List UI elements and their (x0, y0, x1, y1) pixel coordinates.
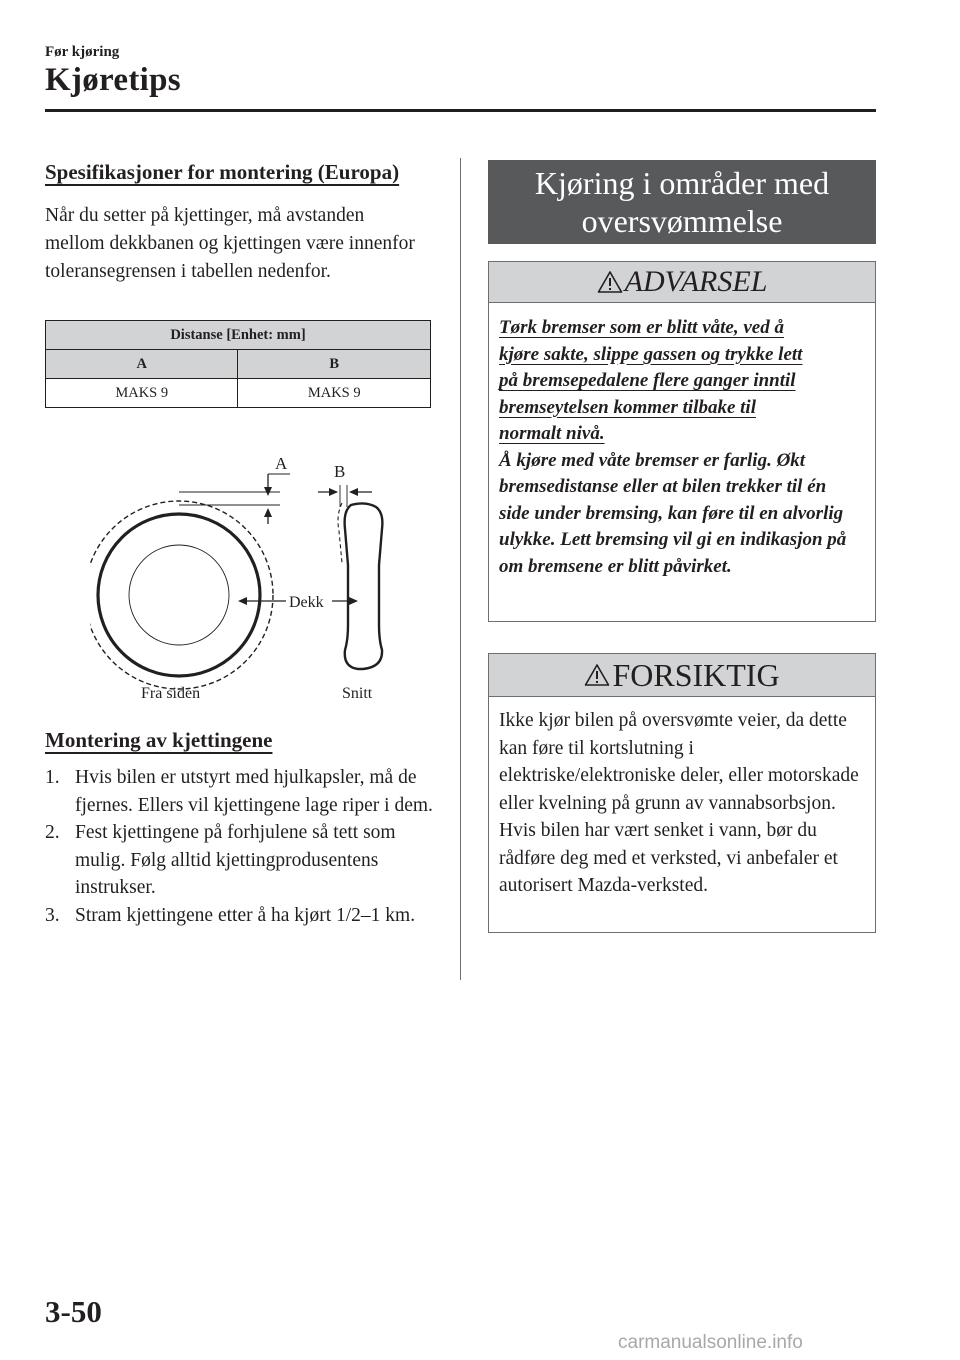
spec-table-value-b: MAKS 9 (238, 379, 431, 408)
tire-outer-circle (98, 514, 260, 676)
warning-header (489, 262, 875, 303)
step-number: 3. (45, 904, 60, 926)
warning-line: kjøre sakte, slippe gassen og trykke lett (499, 343, 803, 365)
caution-title: FORSIKTIG (612, 656, 780, 693)
page-number: 3-50 (45, 1294, 102, 1329)
chain-outline-section (338, 503, 342, 563)
flood-section-banner (488, 160, 876, 244)
section-view-caption: Snitt (342, 685, 373, 702)
warning-line: bremseytelsen kommer tilbake til (499, 396, 756, 418)
step-number: 2. (45, 822, 60, 843)
caution-box (488, 653, 876, 933)
spec-table-value-a: MAKS 9 (46, 379, 238, 408)
spec-table-col-b: B (238, 350, 431, 379)
column-divider (460, 158, 461, 980)
chain-outline-side (90, 501, 273, 689)
warning-triangle-icon (597, 270, 623, 294)
mount-heading: Montering av kjettingene (45, 728, 273, 752)
list-item (45, 902, 445, 930)
section-title: Kjøretips (45, 62, 181, 98)
dimension-a-label: A (275, 454, 288, 473)
spec-table-header: Distanse [Enhet: mm] (46, 321, 431, 350)
caution-header (489, 654, 875, 697)
tire-chain-diagram (90, 445, 400, 710)
list-item (45, 764, 445, 819)
spec-intro: Når du setter på kjettinger, må avstanden mellom dekkbanen og kjettingen være innenfor toleransegrensen i tabellen nedenfor. (45, 205, 415, 282)
warning-text: Å kjøre med våte bremser er farlig. Økt bremsedistanse eller at bilen trekker til én side under bremsing, kan føre til en alvorlig ulykke. Lett bremsing vil gi en indikasjon på om bremsene er blitt påvirket. (499, 449, 847, 577)
warning-line: Tørk bremser som er blitt våte, ved å (499, 317, 784, 338)
step-text: Stram kjettingene etter å ha kjørt 1/2–1 km. (75, 904, 416, 926)
caution-triangle-icon (584, 663, 610, 687)
warning-box (488, 261, 876, 622)
warning-body (489, 303, 875, 580)
header-rule (45, 109, 876, 112)
dimension-b-label: B (334, 462, 346, 481)
step-number: 1. (45, 767, 60, 788)
banner-line-1: Kjøring i områder med (534, 165, 830, 201)
caution-body: Ikke kjør bilen på oversvømte veier, da dette kan føre til kortslutning i elektriske/elektroniske deler, eller motorskade eller kvelning på grunn av vannabsorbsjon. Hvis bilen har vært senket i vann, bør du rådføre deg med et verksted, vi anbefaler et autorisert Mazda-verksted. (499, 710, 859, 896)
side-view-caption: Fra siden (141, 685, 201, 702)
spec-heading: Spesifikasjoner for montering (Europa) (45, 160, 400, 184)
chapter-label: Før kjøring (45, 44, 120, 60)
wheel-rim-circle (129, 545, 229, 645)
step-text: Fest kjettingene på forhjulene så tett som mulig. Følg alltid kjettingprodusentens instrukser. (75, 822, 396, 898)
list-item (45, 819, 445, 902)
step-text: Hvis bilen er utstyrt med hjulkapsler, må de fjernes. Ellers vil kjettingene lage riper i dem. (75, 767, 433, 816)
warning-line: normalt nivå. (499, 423, 605, 444)
warning-title: ADVARSEL (624, 265, 768, 298)
tire-label: Dekk (289, 594, 324, 611)
banner-line-2: oversvømmelse (581, 203, 783, 239)
tire-section-profile (345, 503, 383, 669)
spec-table (45, 320, 431, 408)
warning-line: på bremsepedalene flere ganger inntil (499, 370, 796, 391)
watermark: carmanualsonline.info (618, 1332, 803, 1353)
spec-table-col-a: A (46, 350, 238, 379)
mount-steps-list (45, 764, 445, 929)
